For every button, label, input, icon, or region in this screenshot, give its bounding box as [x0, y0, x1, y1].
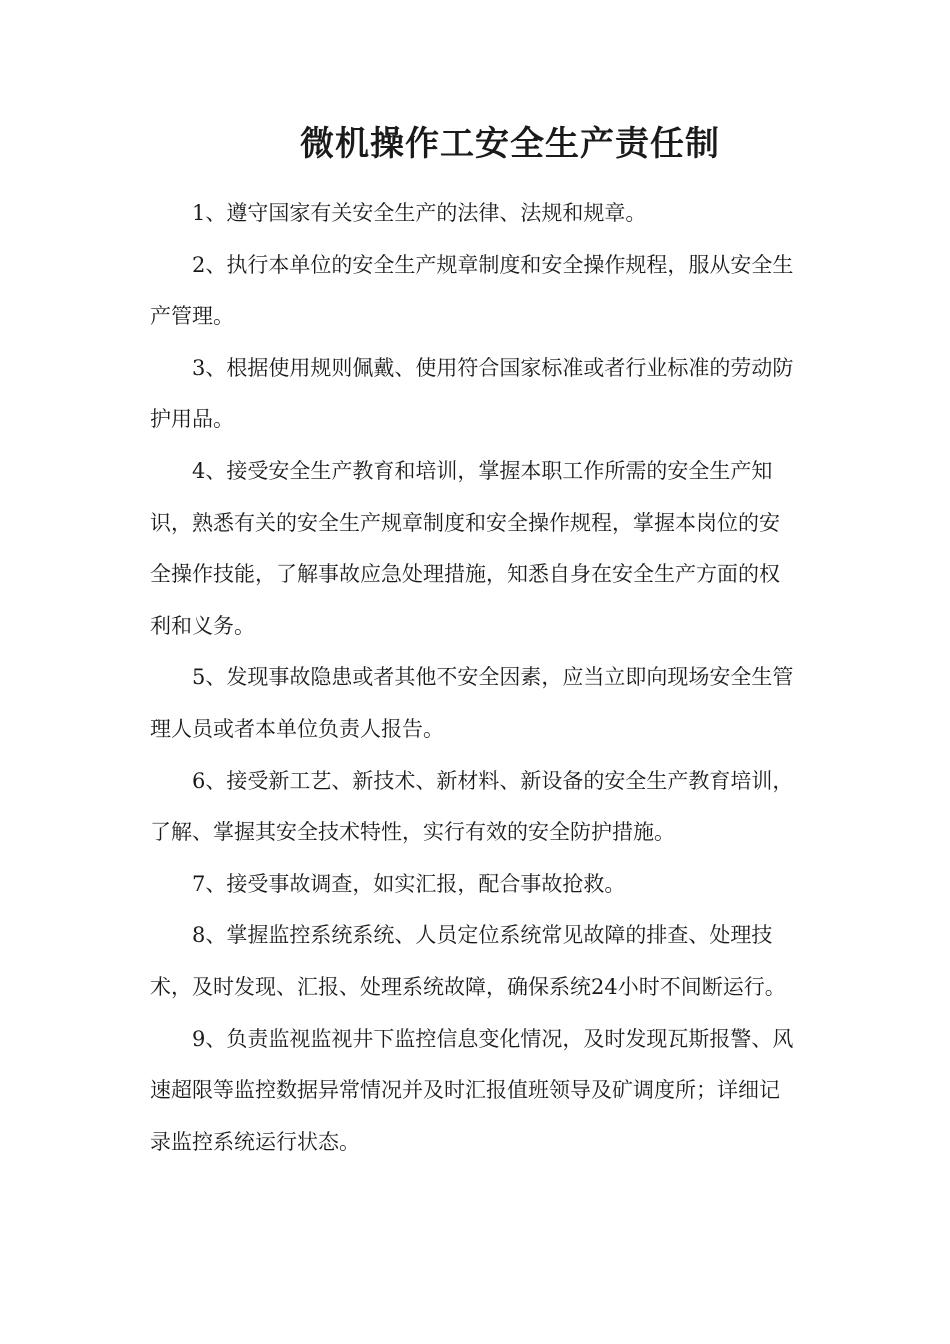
clause-9: 9、负责监视监视井下监控信息变化情况，及时发现瓦斯报警、风速超限等监控数据异常情况并及时汇报值班领导及矿调度所；详细记录监控系统运行状态。 — [150, 1026, 794, 1154]
clause-8: 8、掌握监控系统系统、人员定位系统常见故障的排查、处理技术，及时发现、汇报、处理系统故障，确保系统24小时不间断运行。 — [150, 923, 786, 999]
clause-1: 1、遵守国家有关安全生产的法律、法规和规章。 — [192, 201, 647, 225]
clause-3: 3、根据使用规则佩戴、使用符合国家标准或者行业标准的劳动防护用品。 — [150, 355, 794, 432]
clause-6: 6、接受新工艺、新技术、新材料、新设备的安全生产教育培训，了解、掌握其安全技术特性，实行有效的安全防护措施。 — [150, 768, 794, 845]
document-body — [150, 188, 800, 1168]
clause-4: 4、接受安全生产教育和培训，掌握本职工作所需的安全生产知识，熟悉有关的安全生产规章制度和安全操作规程，掌握本岗位的安全操作技能，了解事故应急处理措施，知悉自身在安全生产方面的权利和义务。 — [150, 458, 780, 638]
clause-7: 7、接受事故调查，如实汇报，配合事故抢救。 — [192, 871, 626, 896]
document-title: 微机操作工安全生产责任制 — [300, 124, 720, 164]
clause-2: 2、执行本单位的安全生产规章制度和安全操作规程，服从安全生产管理。 — [150, 252, 794, 329]
clause-5: 5、发现事故隐患或者其他不安全因素，应当立即向现场安全生管理人员或者本单位负责人报告。 — [150, 665, 794, 741]
